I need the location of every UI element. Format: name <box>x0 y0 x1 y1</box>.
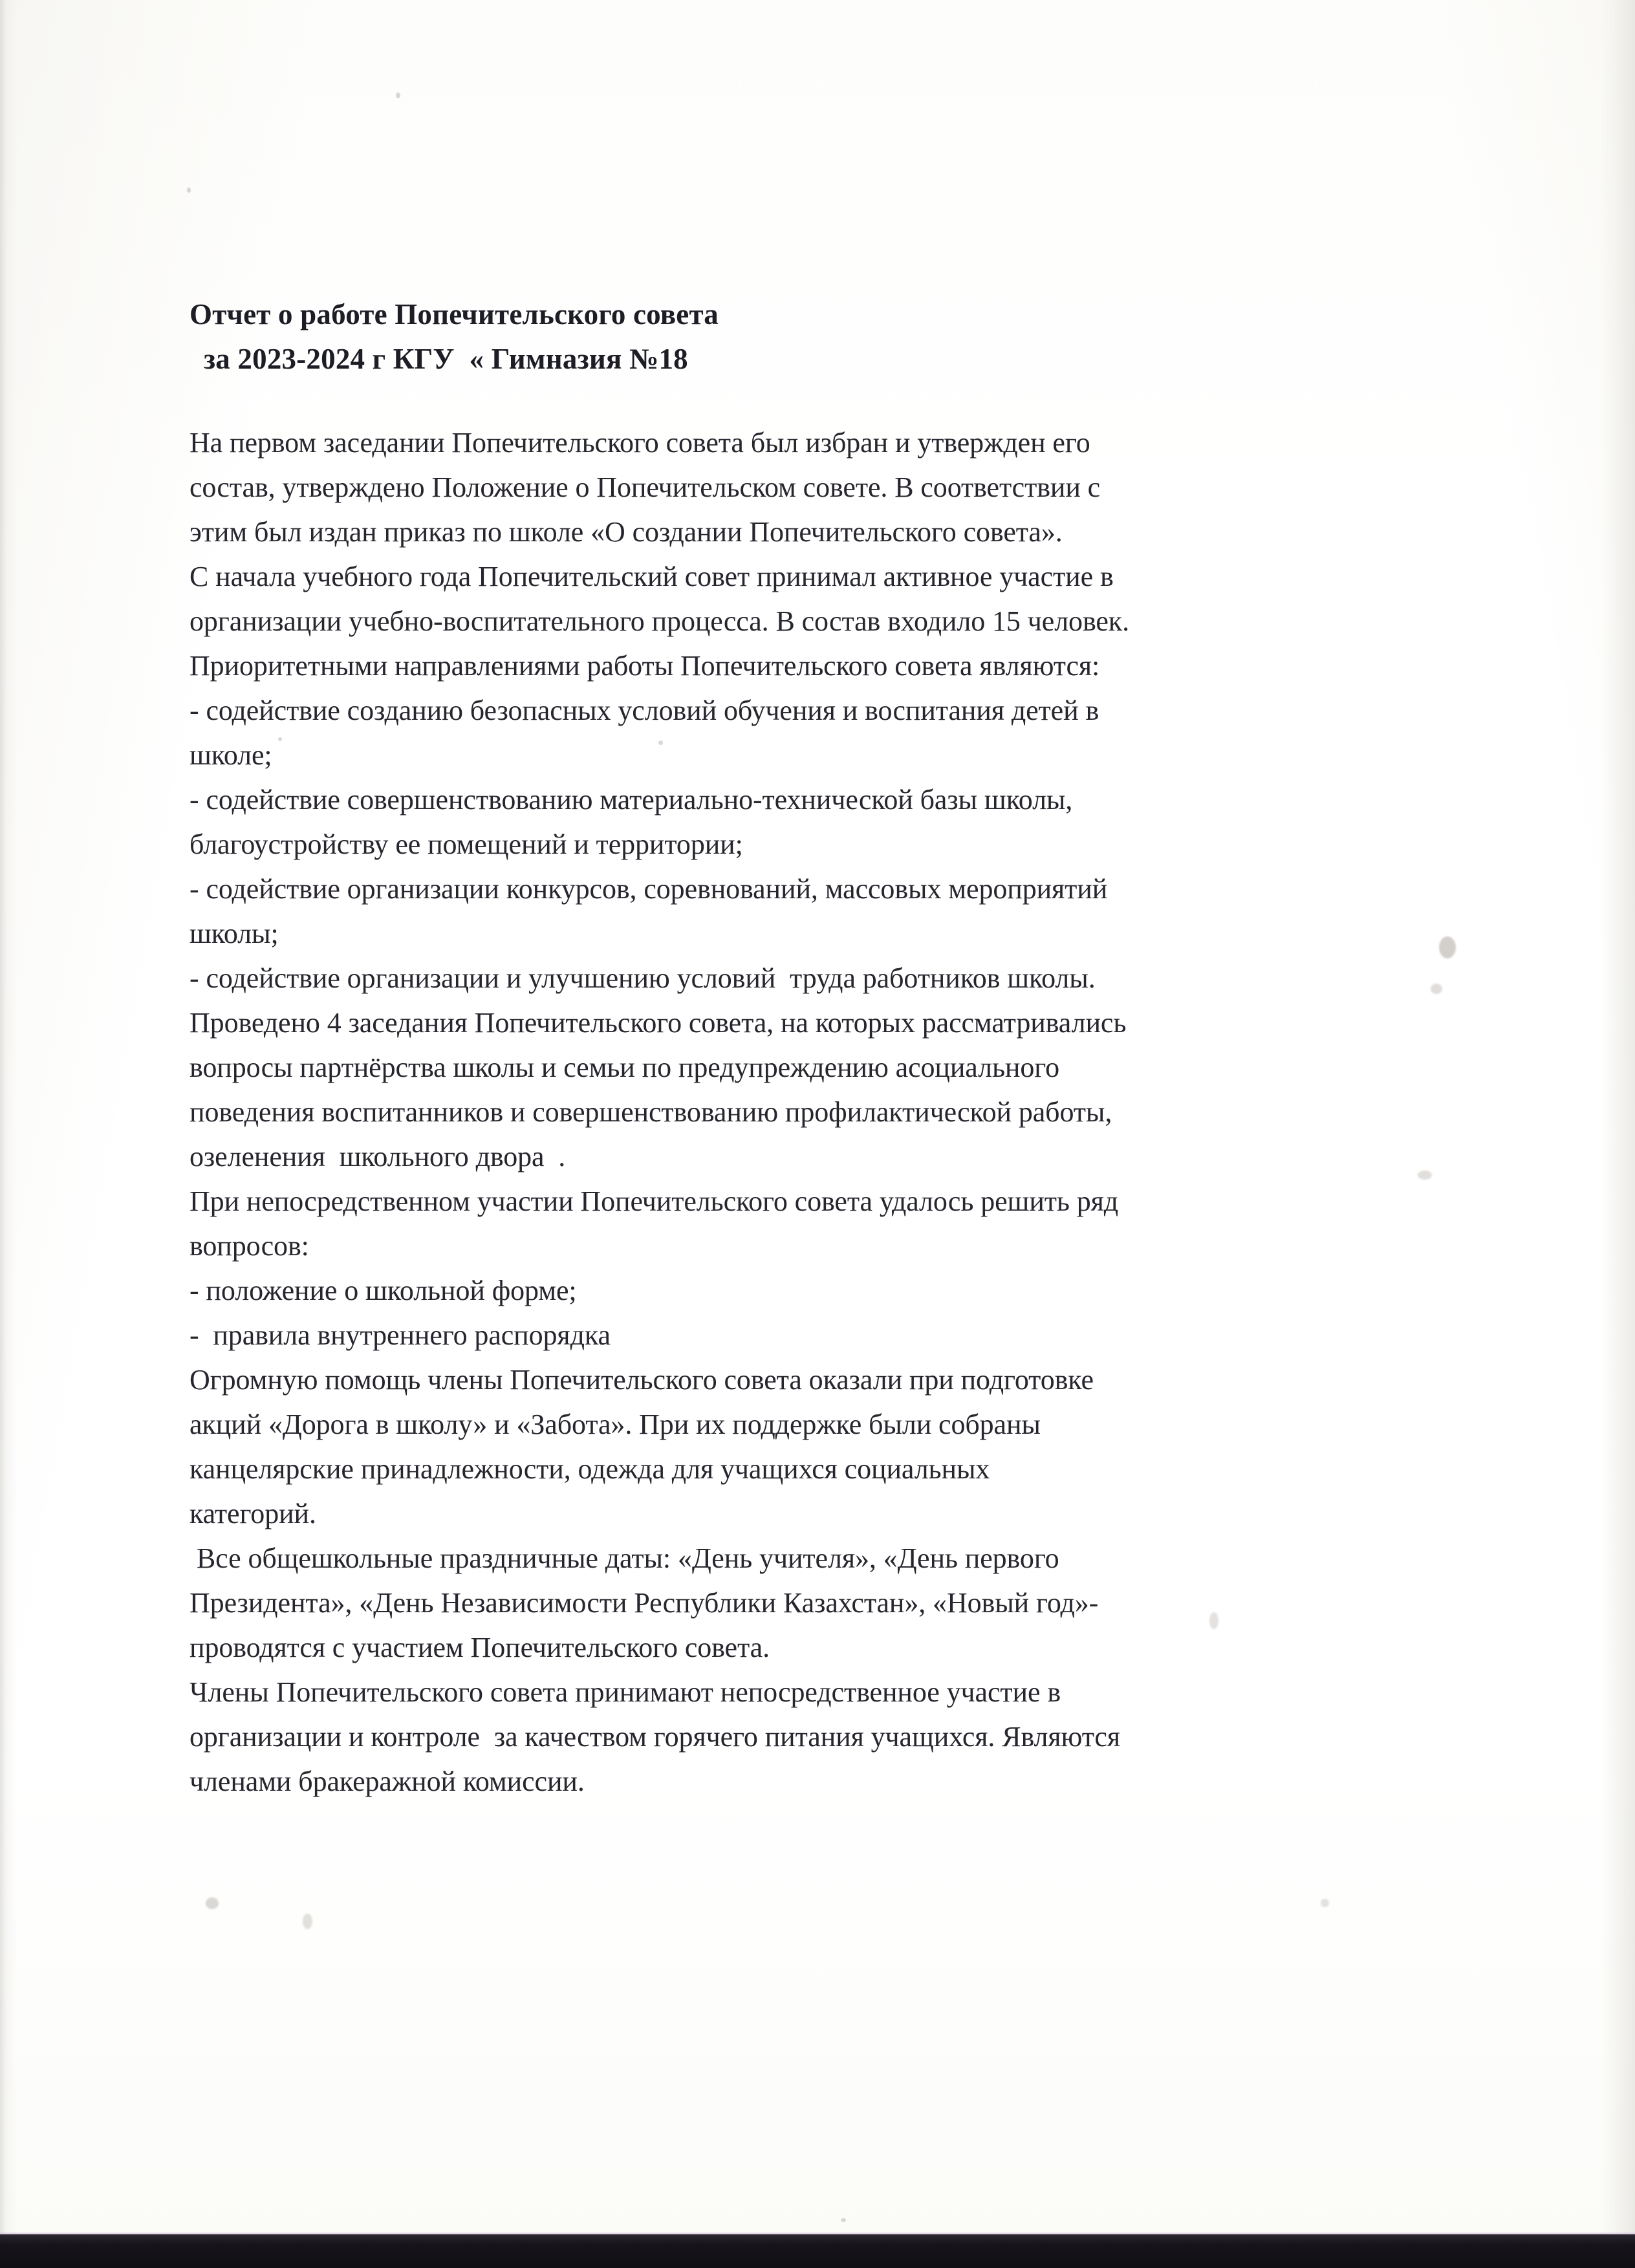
body-line-bullet: - содействие совершенствованию материально-технической базы школы, <box>189 784 1073 815</box>
body-line-bullet: - содействие созданию безопасных условий обучения и воспитания детей в <box>189 695 1099 726</box>
document-title-line-2: за 2023-2024 г КГУ « Гимназия №18 <box>204 343 688 375</box>
body-line: организации учебно-воспитательного процесса. В состав входило 15 человек. <box>189 605 1129 637</box>
body-line: школы; <box>189 918 279 949</box>
body-line: состав, утверждено Положение о Попечительском совете. В соответствии с <box>189 471 1101 503</box>
scan-smudge <box>1431 984 1442 994</box>
scan-smudge <box>1418 1171 1432 1180</box>
body-line: поведения воспитанников и совершенствованию профилактической работы, <box>189 1096 1112 1128</box>
body-line: На первом заседании Попечительского совета был избран и утвержден его <box>189 427 1090 459</box>
scanner-bar-bottom <box>0 2234 1635 2268</box>
body-line: членами бракеражной комиссии. <box>189 1766 585 1797</box>
paper-edge-left <box>0 0 17 2234</box>
body-line: Все общешкольные праздничные даты: «День учителя», «День первого <box>189 1542 1059 1574</box>
body-line: Огромную помощь члены Попечительского совета оказали при подготовке <box>189 1364 1094 1396</box>
body-line: канцелярские принадлежности, одежда для учащихся социальных <box>189 1453 990 1485</box>
body-line-bullet: - правила внутреннего распорядка <box>189 1319 611 1351</box>
body-line: Проведено 4 заседания Попечительского совета, на которых рассматривались <box>189 1007 1127 1039</box>
body-line: При непосредственном участии Попечительского совета удалось решить ряд <box>189 1185 1119 1217</box>
scan-speck <box>187 188 191 193</box>
body-line: акций «Дорога в школу» и «Забота». При их поддержке были собраны <box>189 1409 1041 1440</box>
body-line: вопросов: <box>189 1230 309 1262</box>
body-line: Приоритетными направлениями работы Попечительского совета являются: <box>189 650 1100 682</box>
paper-edge-right <box>1600 0 1635 2234</box>
scan-smudge <box>1439 936 1456 958</box>
body-line: категорий. <box>189 1498 316 1529</box>
body-line: школе; <box>189 739 272 771</box>
body-line: Члены Попечительского совета принимают непосредственное участие в <box>189 1676 1061 1708</box>
body-line: организации и контроле за качеством горячего питания учащихся. Являются <box>189 1721 1120 1753</box>
body-line-bullet: - содействие организации и улучшению условий труда работников школы. <box>189 962 1096 994</box>
body-line: проводятся с участием Попечительского совета. <box>189 1632 770 1663</box>
scan-smudge <box>303 1914 312 1929</box>
document-text-body <box>189 292 1405 1804</box>
body-line: благоустройству ее помещений и территории; <box>189 828 743 860</box>
scan-smudge <box>206 1897 219 1909</box>
body-line-bullet: - положение о школьной форме; <box>189 1275 577 1306</box>
body-line: этим был издан приказ по школе «О создании Попечительского совета». <box>189 516 1063 548</box>
body-line: С начала учебного года Попечительский совет принимал активное участие в <box>189 561 1114 592</box>
body-line-bullet: - содействие организации конкурсов, соревнований, массовых мероприятий <box>189 873 1108 905</box>
document-title-line-1: Отчет о работе Попечительского совета <box>189 298 719 330</box>
scan-speck <box>396 92 400 98</box>
scan-smudge <box>1321 1899 1329 1907</box>
body-line: вопросы партнёрства школы и семьи по предупреждению асоциального <box>189 1052 1060 1083</box>
document-body-paragraphs <box>189 420 1405 1804</box>
body-line: Президента», «День Независимости Республики Казахстан», «Новый год»- <box>189 1587 1099 1619</box>
body-line: озеленения школьного двора . <box>189 1141 566 1172</box>
scan-speck <box>841 2218 846 2222</box>
